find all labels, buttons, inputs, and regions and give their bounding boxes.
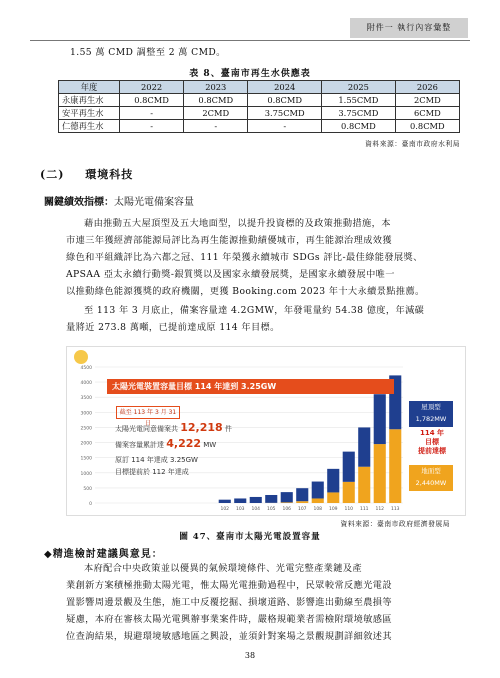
chart-title: 太陽光電裝置容量目標 114 年達到 3.25GW: [107, 379, 394, 394]
table-header-cell: 2026: [395, 81, 459, 94]
chart-y-tick-label: 2500: [80, 426, 92, 432]
chart-y-tick-label: 3500: [80, 396, 92, 402]
chart-date-box: 截至 113 年 3 月 31 日: [116, 406, 180, 419]
paragraph-line: 置影響周邊景觀及生態，施工中反覆挖掘、損壞道路、影響進出動線至農損等: [66, 597, 392, 608]
kpi-value: 太陽光電備案容量: [114, 197, 194, 208]
chart-x-tick-label: 106: [282, 507, 292, 512]
bar-ground-mounted: [296, 501, 308, 503]
table-source: 資料來源：臺南市政府水利局: [365, 140, 460, 148]
section-heading: [40, 166, 133, 182]
table-cell: 安平再生水: [59, 107, 120, 120]
bar-rooftop: [250, 497, 262, 503]
table-cell: 2CMD: [395, 94, 459, 107]
chart-stat-capacity-label: 備案容量累計達: [115, 441, 164, 449]
paragraph-line: 藉由推動五大屋頂型及五大地面型，以提升投資標的及政策推動措施，本: [84, 218, 391, 229]
table-cell: 3.75CMD: [322, 107, 396, 120]
table-cell: -: [120, 120, 184, 133]
table-header-row: [59, 81, 460, 94]
table-row: [59, 94, 460, 107]
table-header-cell: 2023: [184, 81, 248, 94]
chart-x-tick-label: 104: [251, 507, 261, 512]
legend-ground: [409, 465, 453, 491]
chart-x-ticks: [220, 506, 399, 512]
chart-y-tick-label: 500: [83, 486, 92, 492]
chart-stat-cases-label: 太陽光電同意備案共: [115, 425, 178, 433]
table-cell: 0.8CMD: [322, 120, 396, 133]
paragraph-line: 疑慮，本府在審核太陽光電興辦事業案件時，嚴格規範業者需檢附環境敏感區: [66, 614, 392, 625]
chart-x-tick-label: 105: [266, 507, 276, 512]
bar-ground-mounted: [343, 482, 355, 503]
chart-bars: [219, 375, 402, 503]
bar-rooftop: [327, 469, 339, 493]
chart-y-ticks: [81, 365, 93, 507]
bar-rooftop: [296, 488, 308, 501]
section-title: 環境科技: [85, 168, 134, 181]
table-cell: 0.8CMD: [120, 94, 184, 107]
paragraph-line: 本府配合中央政策並以優異的氣候環境條件、光電完整產業鏈及產: [84, 563, 363, 574]
paragraph-line: 業創新方案積極推動太陽光電，惟太陽光電推動過程中，民眾較常反應光電設: [66, 580, 392, 591]
kpi-line: [44, 193, 194, 208]
chart-x-tick-label: 113: [390, 507, 400, 512]
bar-rooftop: [234, 498, 246, 503]
paragraph-1: [66, 215, 466, 300]
chart-y-tick-label: 3000: [80, 411, 92, 417]
paragraph-line: 以推動綠色能源獲獎的政府機關，更獲 Booking.com 2023 年十大永續景點推薦。: [66, 286, 425, 297]
bar-rooftop: [265, 495, 277, 503]
chart-stat-early: 目標提前於 112 年達成: [115, 468, 189, 476]
table-header-cell: 年度: [59, 81, 120, 94]
chart-y-tick-label: 1000: [80, 471, 92, 477]
sun-icon: [74, 350, 88, 364]
chart-stat-cases-unit: 件: [224, 425, 232, 433]
bar-rooftop: [343, 452, 355, 482]
table-header-cell: 2022: [120, 81, 184, 94]
chart-stat-original-target: 原訂 114 年達成 3.25GW: [115, 456, 198, 464]
bar-ground-mounted: [389, 429, 401, 503]
table-row: [59, 120, 460, 133]
table-cell: -: [248, 120, 322, 133]
review-title: ◆精進檢討建議與意見：: [44, 549, 163, 560]
chart-x-tick-label: 103: [235, 507, 245, 512]
table-header-cell: 2024: [248, 81, 322, 94]
table-cell: 2CMD: [184, 107, 248, 120]
paragraph-line: 市連三年獲經濟部能源局評比為再生能源推動績優城市，再生能源治理成效獲: [66, 235, 392, 246]
header-rule: [30, 40, 470, 41]
page-number: 38: [244, 651, 256, 660]
bar-ground-mounted: [281, 502, 293, 503]
paragraph-line: 至 113 年 3 月底止，備案容量達 4.2GMW，年發電量約 54.38 億度，年減碳: [84, 305, 425, 316]
table-cell: 仁德再生水: [59, 120, 120, 133]
solar-capacity-chart: [66, 346, 466, 516]
chart-stat-capacity-number: 4,222: [166, 437, 202, 450]
bar-rooftop: [281, 492, 293, 502]
table-caption: 表 8、臺南市再生水供應表: [189, 69, 311, 79]
paragraph-line: 綠色和平組織評比為六都之冠、111 年榮獲永續城市 SDGs 評比-最佳綠能發展獎、: [66, 252, 423, 263]
chart-stat-cases-number: 12,218: [180, 421, 223, 434]
paragraph-line: APSAA 亞太永續行動獎-銀質獎以及國家永續發展獎，是國家永續發展中唯一: [66, 269, 395, 280]
bar-rooftop: [358, 427, 370, 466]
bar-ground-mounted: [327, 492, 339, 503]
chart-y-tick-label: 4000: [80, 381, 92, 387]
chart-y-tick-label: 0: [89, 502, 92, 507]
supply-table: [58, 80, 460, 133]
table-cell: 0.8CMD: [248, 94, 322, 107]
figure-caption: 圖 47、臺南市太陽光電設置容量: [179, 532, 321, 542]
header-tab: 附件一 執行內容彙整: [350, 18, 468, 38]
bar-rooftop: [374, 394, 386, 444]
early-target-line: 目標: [425, 438, 439, 446]
table-cell: -: [120, 107, 184, 120]
paragraph-2: [66, 302, 466, 336]
paragraph-line: 量將近 273.8 萬噸，已提前達成原 114 年目標。: [66, 322, 280, 333]
chart-source: 資料來源：臺南市政府經濟發展局: [340, 520, 450, 528]
early-target-line: 提前達標: [418, 447, 446, 455]
section-number: (二): [40, 168, 65, 181]
legend-ground-label: 地面型: [421, 467, 441, 475]
bar-ground-mounted: [358, 467, 370, 503]
bar-rooftop: [219, 500, 231, 503]
chart-x-tick-label: 102: [220, 507, 230, 512]
chart-stat-capacity: [115, 437, 216, 450]
chart-stat-capacity-unit: MW: [203, 441, 217, 449]
legend-ground-value: 2,440MW: [415, 479, 447, 487]
chart-x-tick-label: 111: [359, 507, 369, 512]
table-cell: 永康再生水: [59, 94, 120, 107]
table-cell: 1.55CMD: [322, 94, 396, 107]
chart-x-tick-label: 112: [375, 507, 385, 512]
chart-y-tick-label: 2000: [80, 441, 92, 447]
table-cell: 0.8CMD: [184, 94, 248, 107]
review-paragraph: [66, 560, 466, 645]
table-cell: 3.75CMD: [248, 107, 322, 120]
legend-rooftop-value: 1,782MW: [415, 415, 447, 423]
legend-rooftop: [409, 401, 453, 427]
chart-x-tick-label: 110: [344, 507, 354, 512]
intro-line: 1.55 萬 CMD 調整至 2 萬 CMD。: [70, 47, 226, 58]
bar-rooftop: [312, 482, 324, 499]
chart-x-tick-label: 107: [297, 507, 307, 512]
table-row: [59, 107, 460, 120]
table-cell: 6CMD: [395, 107, 459, 120]
chart-x-tick-label: 109: [328, 507, 338, 512]
chart-x-tick-label: 108: [313, 507, 323, 512]
table-header-cell: 2025: [322, 81, 396, 94]
early-target-line: 114 年: [419, 429, 445, 437]
paragraph-line: 位查詢結果，規避環境敏感地區之興設，並須針對案場之景觀規劃詳細敘述其: [66, 631, 392, 642]
table-cell: -: [184, 120, 248, 133]
legend-rooftop-label: 屋頂型: [421, 403, 441, 411]
bar-ground-mounted: [374, 444, 386, 503]
kpi-label: 關鍵績效指標：: [44, 197, 114, 208]
chart-y-tick-label: 1500: [80, 456, 92, 462]
chart-y-tick-label: 4500: [80, 366, 92, 371]
chart-stat-cases: [115, 421, 232, 434]
table-cell: 0.8CMD: [395, 120, 459, 133]
bar-ground-mounted: [312, 498, 324, 503]
early-target-label: [413, 429, 451, 456]
